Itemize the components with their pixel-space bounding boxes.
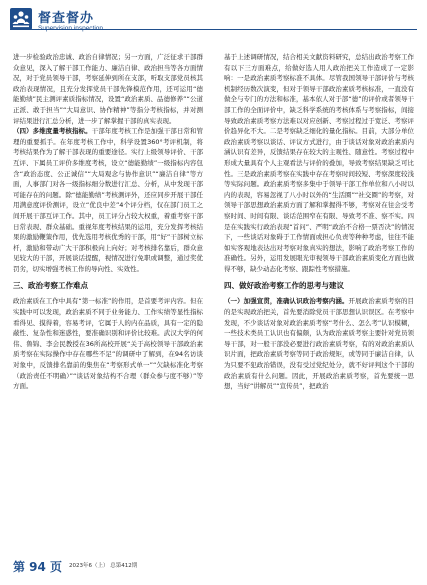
page-number: 第 94 页 <box>13 560 63 574</box>
paragraph-5 <box>224 296 414 391</box>
page-footer <box>13 558 413 578</box>
section-title: 督查督办 <box>38 11 95 26</box>
right-column <box>224 52 414 392</box>
paragraph-3: 政治素质在工作中具有“第一标准”的作用，是首要考评内容。但在实践中可以发现，政治素质不同于业务能力、工作实绩等显性指标看得见、摸得着，容易考评，它属于人的内在品质，具有一定的隐蔽性、复杂性和迷惑性，要准确识别和评价比较难。武汉大学的何伟、鲁锦、李会民教授在36所高校开展“关于高校领导干部政治素质考察在实际操作中存在哪些不足”的调研中了解到，在94名访谈对象中，反馈排名靠前的集焦在“考察形式单一”“欠缺标准化考察（政治责任不明确）”“谈话对象结构不合理（群众参与度不够）”等方面。 <box>13 297 203 391</box>
people-icon <box>10 8 32 30</box>
paragraph-2-text: 干部年度考核工作是加强干部日常和管理的重要抓手。在年度考核工作中，科学设置360°考评机制，将考核结果作为了解干部表现的重要途径。实行上级领导评价、干部互评、下属员工评价多维度考核，设立“德能勤绩”一级指标内容包含“政治态度、公正诚信”“大局观念与协作意识”“廉洁自律”等方面，人事部门对各一级指标细分数进行汇总、分析，从中发现干部可能存在的问题。除“德能勤绩”考核测评外，还应同步开展干部任用满意度评价测评，设立“优良中差”4个评分档，仅在部门员工之间开展干部互评工作。其中，员工评分占较大权重，着重考察干部日常表现、群众基础。重视年度考核结果的运用，充分发挥考核结果的激励鞭策作用，优先选用考核优秀的干部，用“好”干部树立标杆，激励和带动广大干部积极向上向好；对考核排名靠后，群众意见较大的干部，开展谈话提醒，视情况进行免职或调整，通过奖优罚劣，切实增强考核工作的导向性、实效性。 <box>13 127 204 273</box>
section-header <box>10 8 270 46</box>
header-divider <box>10 29 417 30</box>
issue-info: 2023年6（上） 总第412期 <box>69 563 138 569</box>
paragraph-1: 进一步检验政治忠诚、政治自律情况；另一方面，广泛征求干部群众意见，深入了解干部工作能力、廉洁自律、政治担当等各方面情况，对于党员领导干部，考察延伸到所在支部，听取支部党员核其政治表现情况，且充分发挥党员干部先锋模范作用，还可运用“德能勤绩”民主测评素质指标情况，设置“政治素质、品德修养”“公道正派、敢于担当”“大局意识、协作精神”等指分考核指标，并对测评结果进行汇总分析，进一步了解掌握干部的真实表现。 <box>13 53 203 125</box>
subheading-1: （一）加强宣贯，准确认识政治考察内涵。 <box>224 297 349 306</box>
section-heading-3: 三、政治考察工作难点 <box>13 281 88 291</box>
paragraph-4: 基于上述调研情况，结合相关文献资料研究，总结出政治考察工作有以下三方面难点，给做好选人用人政治把关工作造成了一定影响：一是政治素质考察标准不具体。尽管我国领导干部评价与考核机制经历数次演变，但对于领导干部政治素质考核标准，一直没有做全与专门的方法和标准，基本依人对于部“德”的评价或者领导干部工作的全面评价中，缺乏科学系统的考核体系与考察指标，间接导致政治素质考察方法难以对应创新、考察过程过于宽泛、考察评价趋异化不大。二是考察缺乏细化的量化指标。目前，大部分单位政治素质考察以谈话、评议方式进行，由于谈话对象对政治素质内涵认识有差异，反馈结果存在较大的主观性、随意性。考察过程中形成大量具有个人主观看法与评价的叠加，导致考察结果缺乏可比性。三是政治素质考察在实践中存在考察时间较短、考察深度较浅等实际问题。政治素质考察多集中于领导干部工作单位和八小时以内的表现，容易忽视了八小时以外的“生活圈”“社交圈”的考察，对领导干部思想政治素质方面了解和掌握得不够，考察对在往会受考察时间、时间有限、谈话范围窄在有限、导致考不准、察不实。四是在实践实行政治表现“首问”、严明“政治不合格一票否决”的情况下，一些谈话对象碍于工作情面或担心负责等种种考虑，往往不能如实客观地表达出对考察对象真实的想法，影响了政治考察工作的准确性。另外，运用发展眼光审视领导干部政治素质变化方面也做得不够，缺少动态化考察、跟踪性考察措施。 <box>224 53 414 273</box>
left-column <box>13 52 203 392</box>
paragraph-5-text: 开展政治素质考察的目的是实现政治把关，首先要消除党员干部思想认识误区。在考察中发现，不少谈话对象对政治素质考察“考什么、怎么考”认识模糊，一些技术类员工认识也有偏颇，认为政治素质考察主要针对党员领导干部，对一般干部没必要进行政治素质考察，有的对政治素质认识片面，把政治素质考察等同于政治规矩，或等同于廉洁自律，认为只要不犯政治错误，没有受过党纪处分，就不好评判这个干部的政治素质有什么问题。因此，开展政治素质考察，首先要统一思想，当好“讲解员”“宣传员”，把政治 <box>224 297 415 391</box>
paragraph-2 <box>13 126 203 274</box>
subheading-4: （四）多维度量考核指标。 <box>13 127 92 136</box>
section-heading-4: 四、做好政治考察工作的思考与建议 <box>224 281 344 291</box>
